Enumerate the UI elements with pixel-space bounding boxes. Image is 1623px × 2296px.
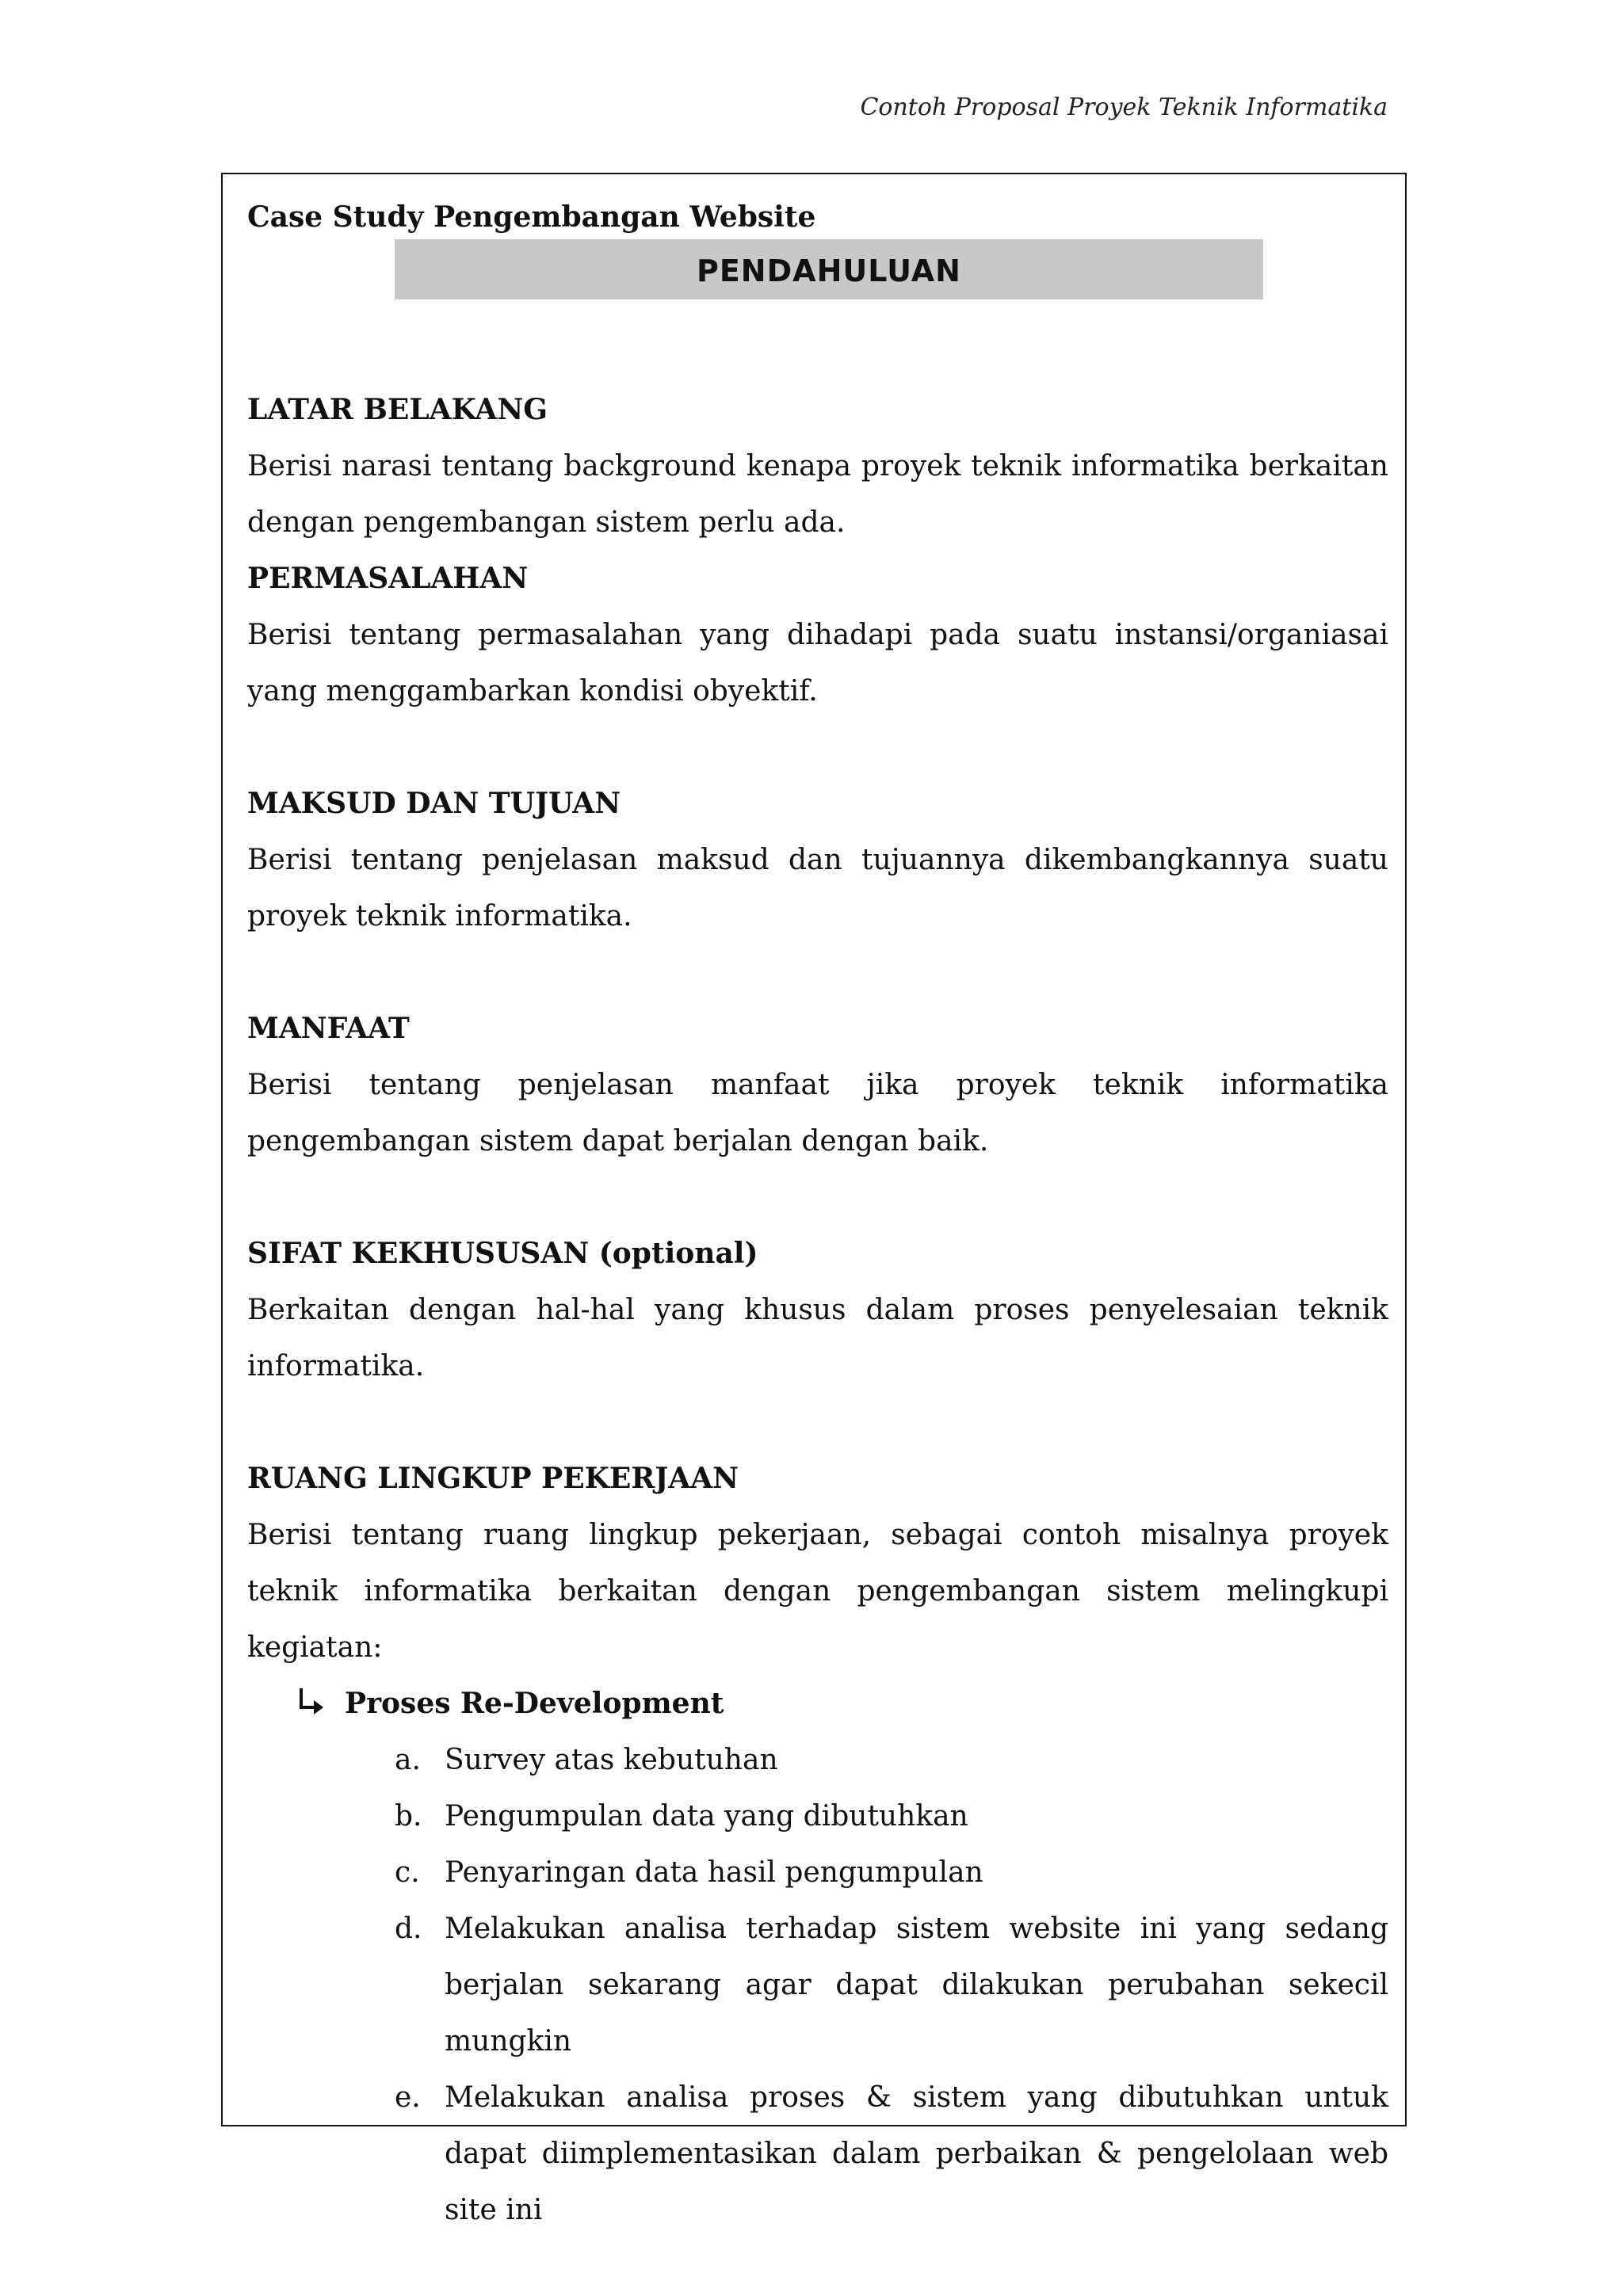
section-heading: PERMASALAHAN xyxy=(247,562,529,595)
section-body: Berkaitan dengan hal-hal yang khusus dalam proses penyelesaian teknik informatika. xyxy=(247,1294,1388,1383)
list-item xyxy=(247,1901,1388,2069)
sub-list xyxy=(247,1732,1388,2238)
list-marker: b. xyxy=(395,1800,422,1833)
spacer xyxy=(247,299,1388,382)
running-header: Contoh Proposal Proyek Teknik Informatika xyxy=(860,93,1388,121)
section-heading: MANFAAT xyxy=(247,1012,410,1045)
section-body: Berisi narasi tentang background kenapa proyek teknik informatika berkaitan dengan pengembangan sistem perlu ada. xyxy=(247,450,1388,539)
spacer xyxy=(247,719,1388,776)
section-manfaat xyxy=(247,1001,1388,1169)
list-item xyxy=(247,1788,1388,1844)
list-item xyxy=(247,1732,1388,1788)
section-heading: LATAR BELAKANG xyxy=(247,393,548,426)
arrow-right-icon xyxy=(296,1676,328,1732)
list-marker: a. xyxy=(395,1744,421,1776)
list-item-text: Survey atas kebutuhan xyxy=(445,1744,778,1776)
list-item-text: Penyaringan data hasil pengumpulan xyxy=(445,1856,983,1889)
section-body: Berisi tentang ruang lingkup pekerjaan, sebagai contoh misalnya proyek teknik informatika berkaitan dengan pengembangan sistem melingkupi kegiatan: xyxy=(247,1519,1388,1664)
section-permasalahan xyxy=(247,551,1388,719)
list-item-text: Melakukan analisa terhadap sistem website ini yang sedang berjalan sekarang agar dapat dilakukan perubahan sekecil mungkin xyxy=(445,1913,1388,2058)
section-latar-belakang xyxy=(247,382,1388,551)
spacer xyxy=(247,1169,1388,1226)
section-body: Berisi tentang permasalahan yang dihadapi pada suatu instansi/organiasai yang menggambarkan kondisi obyektif. xyxy=(247,619,1388,707)
section-banner: PENDAHULUAN xyxy=(395,239,1263,299)
list-item xyxy=(247,1844,1388,1901)
document-content xyxy=(247,195,1388,2238)
bullet-label: Proses Re-Development xyxy=(345,1687,724,1720)
section-ruang-lingkup xyxy=(247,1451,1388,1676)
list-item-text: Melakukan analisa proses & sistem yang dibutuhkan untuk dapat diimplementasikan dalam perbaikan & pengelolaan web site ini xyxy=(445,2081,1388,2226)
section-sifat-kekhususan xyxy=(247,1226,1388,1394)
section-heading: MAKSUD DAN TUJUAN xyxy=(247,787,621,820)
bullet-item xyxy=(247,1676,1388,1732)
list-marker: c. xyxy=(395,1856,420,1889)
section-heading: RUANG LINGKUP PEKERJAAN xyxy=(247,1462,739,1495)
list-marker: d. xyxy=(395,1913,422,1945)
section-body: Berisi tentang penjelasan manfaat jika proyek teknik informatika pengembangan sistem dapat berjalan dengan baik. xyxy=(247,1069,1388,1158)
list-item xyxy=(247,2069,1388,2238)
spacer xyxy=(247,1394,1388,1451)
section-maksud-tujuan xyxy=(247,776,1388,944)
case-study-title: Case Study Pengembangan Website xyxy=(247,200,816,234)
list-item-text: Pengumpulan data yang dibutuhkan xyxy=(445,1800,968,1833)
list-marker: e. xyxy=(395,2081,421,2114)
spacer xyxy=(247,944,1388,1001)
section-body: Berisi tentang penjelasan maksud dan tujuannya dikembangkannya suatu proyek teknik informatika. xyxy=(247,844,1388,933)
section-heading: SIFAT KEKHUSUSAN (optional) xyxy=(247,1237,758,1270)
